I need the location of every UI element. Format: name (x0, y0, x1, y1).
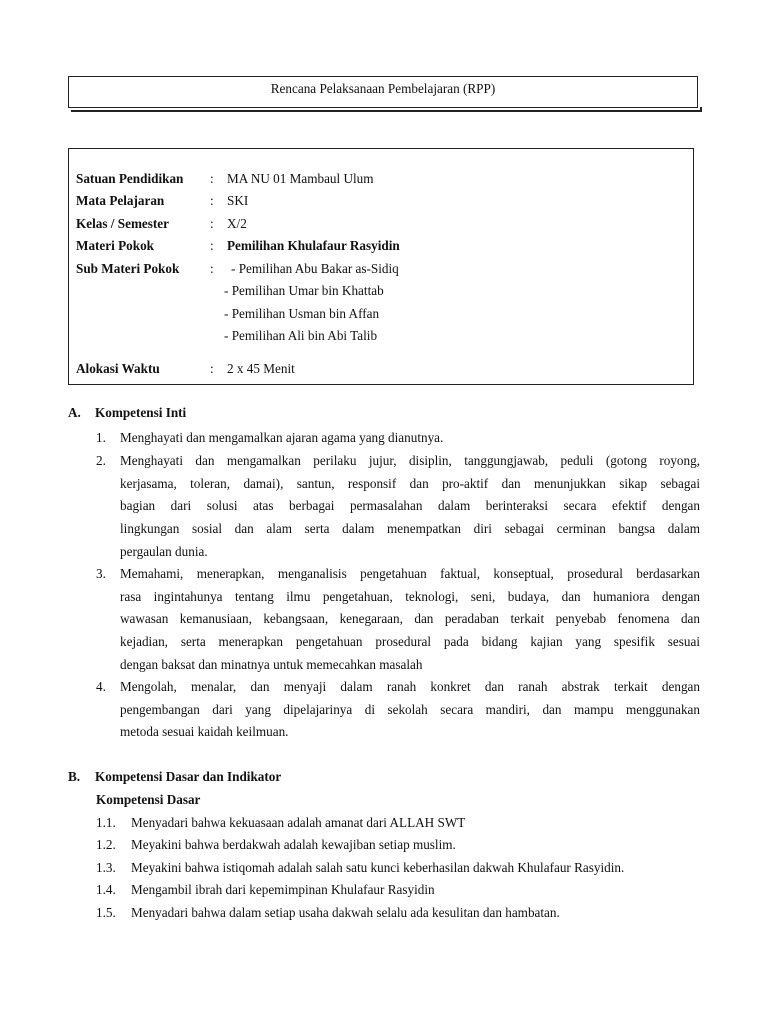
label-sub-materi-pokok: Sub Materi Pokok (76, 261, 180, 276)
row-mata-pelajaran (76, 193, 686, 211)
colon: : (210, 171, 214, 186)
item-number: 1. (96, 430, 106, 445)
value-satuan-pendidikan: MA NU 01 Mambaul Ulum (227, 171, 374, 186)
section-letter: B. (68, 769, 81, 784)
document-title-box (68, 76, 698, 108)
item-text: Meyakini bahwa istiqomah adalah salah satu kunci keberhasilan dakwah Khulafaur Rasyidin. (131, 860, 625, 875)
document-title: Rencana Pelaksanaan Pembelajaran (RPP) (270, 81, 496, 96)
row-sub-materi-3 (76, 306, 686, 324)
colon: : (210, 216, 214, 231)
item-line: Mengolah, menalar, dan menyaji dalam ranah konkret dan ranah abstrak terkait dengan (120, 679, 700, 694)
item-number: 1.4. (96, 882, 116, 897)
item-line: dengan baksat dan minatnya untuk memecahkan masalah (120, 657, 423, 672)
list-item (96, 905, 700, 923)
colon: : (210, 193, 214, 208)
item-line: lingkungan sosial dan alam serta dalam menempatkan diri sebagai cerminan bangsa dalam (120, 521, 700, 536)
label-alokasi-waktu: Alokasi Waktu (76, 361, 160, 376)
item-number: 1.3. (96, 860, 116, 875)
row-sub-materi-4 (76, 328, 686, 346)
item-number: 1.5. (96, 905, 116, 920)
item-number: 3. (96, 566, 106, 581)
value-materi-pokok: Pemilihan Khulafaur Rasyidin (227, 238, 400, 253)
identity-box (68, 148, 694, 385)
item-line: bagian dari solusi atas berbagai permasalahan dalam berinteraksi secara efektif dengan (120, 498, 700, 513)
item-text: Meyakini bahwa berdakwah adalah kewajiban setiap muslim. (131, 837, 456, 852)
item-number: 4. (96, 679, 106, 694)
item-line: pergaulan dunia. (120, 544, 208, 559)
item-line: Menghayati dan mengamalkan perilaku jujur, disiplin, tanggungjawab, peduli (gotong royong, (120, 453, 700, 468)
item-line: rasa ingintahunya tentang ilmu pengetahuan, teknologi, seni, budaya, dan humaniora dengan (120, 589, 700, 604)
row-materi-pokok (76, 238, 686, 256)
item-line: Menghayati dan mengamalkan ajaran agama yang dianutnya. (120, 430, 444, 445)
label-kelas-semester: Kelas / Semester (76, 216, 170, 231)
list-item (96, 860, 700, 878)
subheading-kompetensi-dasar: Kompetensi Dasar (96, 792, 201, 807)
colon: : (210, 261, 214, 276)
row-kelas-semester (76, 216, 686, 234)
row-alokasi-waktu (76, 361, 686, 379)
item-line: metoda sesuai kaidah keilmuan. (120, 724, 289, 739)
label-materi-pokok: Materi Pokok (76, 238, 155, 253)
row-satuan-pendidikan (76, 171, 686, 189)
item-number: 1.2. (96, 837, 116, 852)
section-title: Kompetensi Inti (95, 405, 187, 420)
sub-materi-item: - Pemilihan Abu Bakar as-Sidiq (231, 261, 399, 276)
sub-materi-item: - Pemilihan Ali bin Abi Talib (224, 328, 378, 343)
sub-materi-item: - Pemilihan Usman bin Affan (224, 306, 380, 321)
item-line: kerjasama, toleran, damai), santun, responsif dan pro-aktif dan menunjukkan sikap sebagai (120, 476, 700, 491)
label-satuan-pendidikan: Satuan Pendidikan (76, 171, 184, 186)
value-alokasi-waktu: 2 x 45 Menit (227, 361, 295, 376)
colon: : (210, 361, 214, 376)
item-line: Memahami, menerapkan, menganalisis pengetahuan faktual, konseptual, prosedural berdasarkan (120, 566, 700, 581)
item-text: Mengambil ibrah dari kepemimpinan Khulafaur Rasyidin (131, 882, 435, 897)
item-text: Menyadari bahwa dalam setiap usaha dakwah selalu ada kesulitan dan hambatan. (131, 905, 560, 920)
section-letter: A. (68, 405, 81, 420)
sub-materi-item: - Pemilihan Umar bin Khattab (224, 283, 384, 298)
colon: : (210, 238, 214, 253)
list-item (96, 837, 700, 855)
item-line: wawasan kemanusiaan, kebangsaan, kenegaraan, dan peradaban terkait penyebab fenomena dan (120, 611, 700, 626)
item-number: 1.1. (96, 815, 116, 830)
label-mata-pelajaran: Mata Pelajaran (76, 193, 165, 208)
item-line: pengembangan dari yang dipelajarinya di sekolah secara mandiri, dan mampu menggunakan (120, 702, 700, 717)
row-sub-materi-2 (76, 283, 686, 301)
section-title: Kompetensi Dasar dan Indikator (95, 769, 282, 784)
item-text: Menyadari bahwa kekuasaan adalah amanat dari ALLAH SWT (131, 815, 466, 830)
list-item (96, 815, 700, 833)
value-kelas-semester: X/2 (227, 216, 247, 231)
item-number: 2. (96, 453, 106, 468)
row-sub-materi-pokok (76, 261, 686, 279)
list-item (96, 882, 700, 900)
value-mata-pelajaran: SKI (227, 193, 249, 208)
item-line: kejadian, serta menerapkan pengetahuan prosedural pada bidang kajian yang spesifik sesuai (120, 634, 700, 649)
